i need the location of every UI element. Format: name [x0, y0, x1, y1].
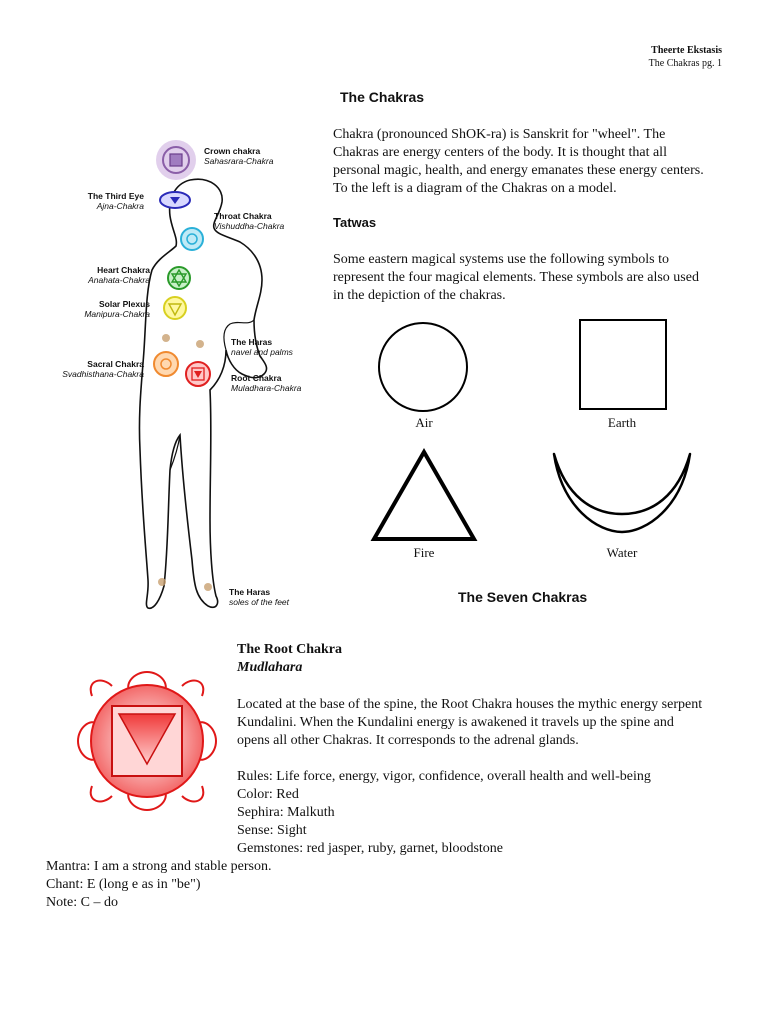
- label-heart-name: Heart Chakra: [97, 265, 150, 275]
- air-label: Air: [415, 415, 433, 430]
- label-third-eye: [60, 191, 144, 211]
- root-chakra-description: Located at the base of the spine, the Root Chakra houses the mythic energy serpent Kundalini. When the Kundalini energy is awakened it travels up the spine and opens all other Chakras. It corresponds to the adrenal glands.: [237, 697, 703, 748]
- root-sephira: Sephira: Malkuth: [237, 805, 335, 820]
- crown-chakra-icon: [156, 140, 196, 180]
- haras-foot-left-icon: [158, 578, 166, 586]
- label-crown-name: Crown chakra: [204, 146, 261, 156]
- root-gemstones: Gemstones: red jasper, ruby, garnet, bloodstone: [237, 841, 504, 856]
- seven-chakras-heading: The Seven Chakras: [458, 589, 588, 605]
- label-crown-sub: Sahasrara-Chakra: [204, 156, 274, 166]
- root-chant: Chant: E (long e as in "be"): [46, 877, 201, 892]
- label-haras-navel-sub: navel and palms: [231, 347, 293, 357]
- throat-chakra-icon: [181, 228, 203, 250]
- haras-navel-icon: [162, 334, 170, 342]
- header-author: Theerte Ekstasis: [651, 45, 722, 56]
- label-third-eye-sub: Ajna-Chakra: [96, 201, 144, 211]
- root-sense: Sense: Sight: [237, 823, 307, 838]
- label-throat-sub: Vishuddha-Chakra: [214, 221, 285, 231]
- label-solar-name: Solar Plexus: [98, 299, 150, 309]
- fire-triangle-icon: [366, 446, 482, 544]
- label-haras-navel: [231, 337, 293, 357]
- intro-paragraph: Chakra (pronounced ShOK-ra) is Sanskrit for "wheel". The Chakras are energy centers of the body. It is thought that all personal magic, health, and energy emanates these energy centers. To the left is a diagram of the Chakras on a model.: [333, 127, 704, 196]
- root-chakra-symbol-icon: [72, 666, 222, 816]
- solar-plexus-chakra-icon: [164, 297, 186, 319]
- root-note: Note: C – do: [46, 895, 118, 910]
- label-haras-navel-name: The Haras: [231, 337, 273, 347]
- label-haras-feet-sub: soles of the feet: [229, 597, 290, 607]
- label-root-name: Root Chakra: [231, 373, 282, 383]
- root-chakra-small-icon: [186, 362, 210, 386]
- label-heart: [60, 265, 150, 285]
- label-third-eye-name: The Third Eye: [87, 191, 144, 201]
- label-solar-sub: Manipura-Chakra: [84, 309, 150, 319]
- root-chakra-properties: [237, 768, 651, 858]
- root-rules: Rules: Life force, energy, vigor, confidence, overall health and well-being: [237, 769, 651, 784]
- label-haras-feet-name: The Haras: [229, 587, 271, 597]
- fire-label: Fire: [413, 545, 435, 560]
- header-page: The Chakras pg. 1: [648, 58, 722, 69]
- page-title: The Chakras: [340, 89, 425, 105]
- label-sacral-name: Sacral Chakra: [87, 359, 144, 369]
- earth-label: Earth: [607, 415, 637, 430]
- tatwas-paragraph: Some eastern magical systems use the following symbols to represent the four magical elements. These symbols are also used in the depiction of the chakras.: [333, 252, 699, 303]
- root-chakra-title: The Root Chakra: [237, 642, 343, 657]
- sacral-chakra-icon: [154, 352, 178, 376]
- heart-chakra-icon: [168, 267, 190, 289]
- label-root-sub: Muladhara-Chakra: [231, 383, 302, 393]
- tatwas-heading: Tatwas: [333, 215, 377, 230]
- water-label: Water: [606, 545, 638, 560]
- haras-palm-icon: [196, 340, 204, 348]
- label-solar: [60, 299, 150, 319]
- third-eye-chakra-icon: [160, 192, 190, 208]
- water-crescent-icon: [548, 448, 696, 538]
- root-mantra: Mantra: I am a strong and stable person.: [46, 859, 272, 874]
- label-heart-sub: Anahata-Chakra: [88, 275, 150, 285]
- label-throat-name: Throat Chakra: [214, 211, 272, 221]
- label-root: [231, 373, 301, 393]
- root-color: Color: Red: [237, 787, 299, 802]
- root-chakra-subtitle: Mudlahara: [237, 660, 303, 675]
- haras-foot-right-icon: [204, 583, 212, 591]
- label-haras-feet: [229, 587, 289, 607]
- label-sacral-sub: Svadhisthana-Chakra: [62, 369, 144, 379]
- label-crown: [204, 146, 273, 166]
- label-throat: [214, 211, 284, 231]
- label-sacral: [40, 359, 144, 379]
- root-chakra-chants: [46, 858, 272, 912]
- earth-square-icon: [572, 314, 676, 414]
- air-circle-icon: [370, 316, 480, 416]
